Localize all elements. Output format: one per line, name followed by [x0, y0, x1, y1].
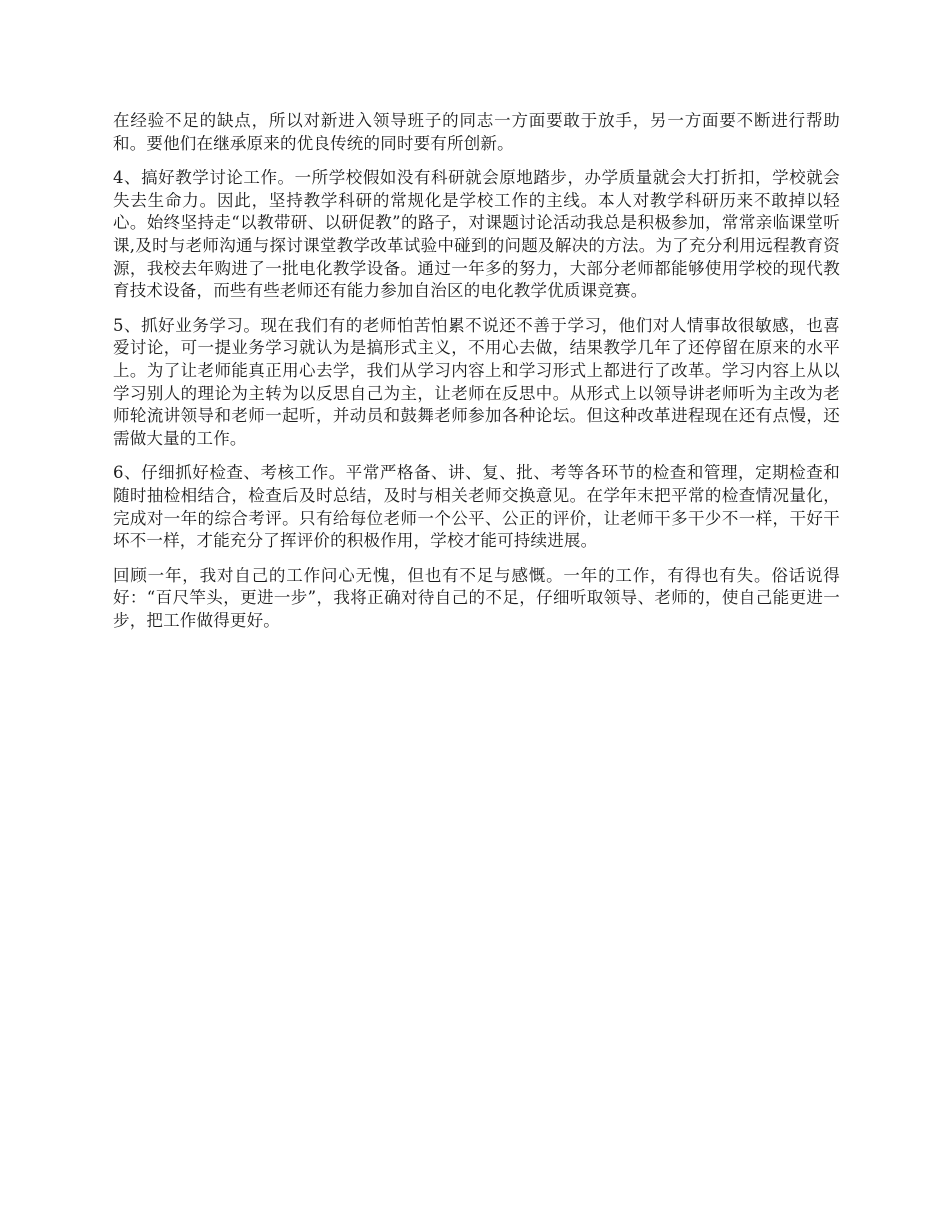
paragraph-3: 5、抓好业务学习。现在我们有的老师怕苦怕累不说还不善于学习，他们对人情事故很敏感，也喜爱讨论，可一提业务学习就认为是搞形式主义，不用心去做，结果教学几年了还停留在原来的水平上。为了让老师能真正用心去学，我们从学习内容上和学习形式上都进行了改革。学习内容上从以学习别人的理论为主转为以反思自己为主，让老师在反思中。从形式上以领导讲老师听为主改为老师轮流讲领导和老师一起听，并动员和鼓舞老师参加各种论坛。但这种改革进程现在还有点慢，还需做大量的工作。	[113, 315, 840, 448]
paragraph-1: 在经验不足的缺点，所以对新进入领导班子的同志一方面要敢于放手，另一方面要不断进行帮助和。要他们在继承原来的优良传统的同时要有所创新。	[113, 111, 840, 153]
paragraph-4: 6、仔细抓好检查、考核工作。平常严格备、讲、复、批、考等各环节的检查和管理，定期检查和随时抽检相结合，检查后及时总结，及时与相关老师交换意见。在学年末把平常的检查情况量化，完成对一年的综合考评。只有给每位老师一个公平、公正的评价，让老师干多干少不一样，干好干坏不一样，才能充分了挥评价的积极作用，学校才能可持续进展。	[113, 463, 840, 551]
paragraph-2: 4、搞好教学讨论工作。一所学校假如没有科研就会原地踏步，办学质量就会大打折扣，学校就会失去生命力。因此，坚持教学科研的常规化是学校工作的主线。本人对教学科研历来不敢掉以轻心。始终坚持走“以教带研、以研促教”的路子，对课题讨论活动我总是积极参加，常常亲临课堂听课,及时与老师沟通与探讨课堂教学改革试验中碰到的问题及解决的方法。为了充分利用远程教育资源，我校去年购进了一批电化教学设备。通过一年多的努力，大部分老师都能够使用学校的现代教育技术设备，而些有些老师还有能力参加自治区的电化教学优质课竞赛。	[113, 168, 840, 301]
document-body	[113, 110, 840, 644]
paragraph-5: 回顾一年，我对自己的工作问心无愧，但也有不足与感慨。一年的工作，有得也有失。俗话说得好：“百尺竿头，更进一步”，我将正确对待自己的不足，仔细听取领导、老师的，使自己能更进一步，把工作做得更好。	[113, 565, 840, 630]
